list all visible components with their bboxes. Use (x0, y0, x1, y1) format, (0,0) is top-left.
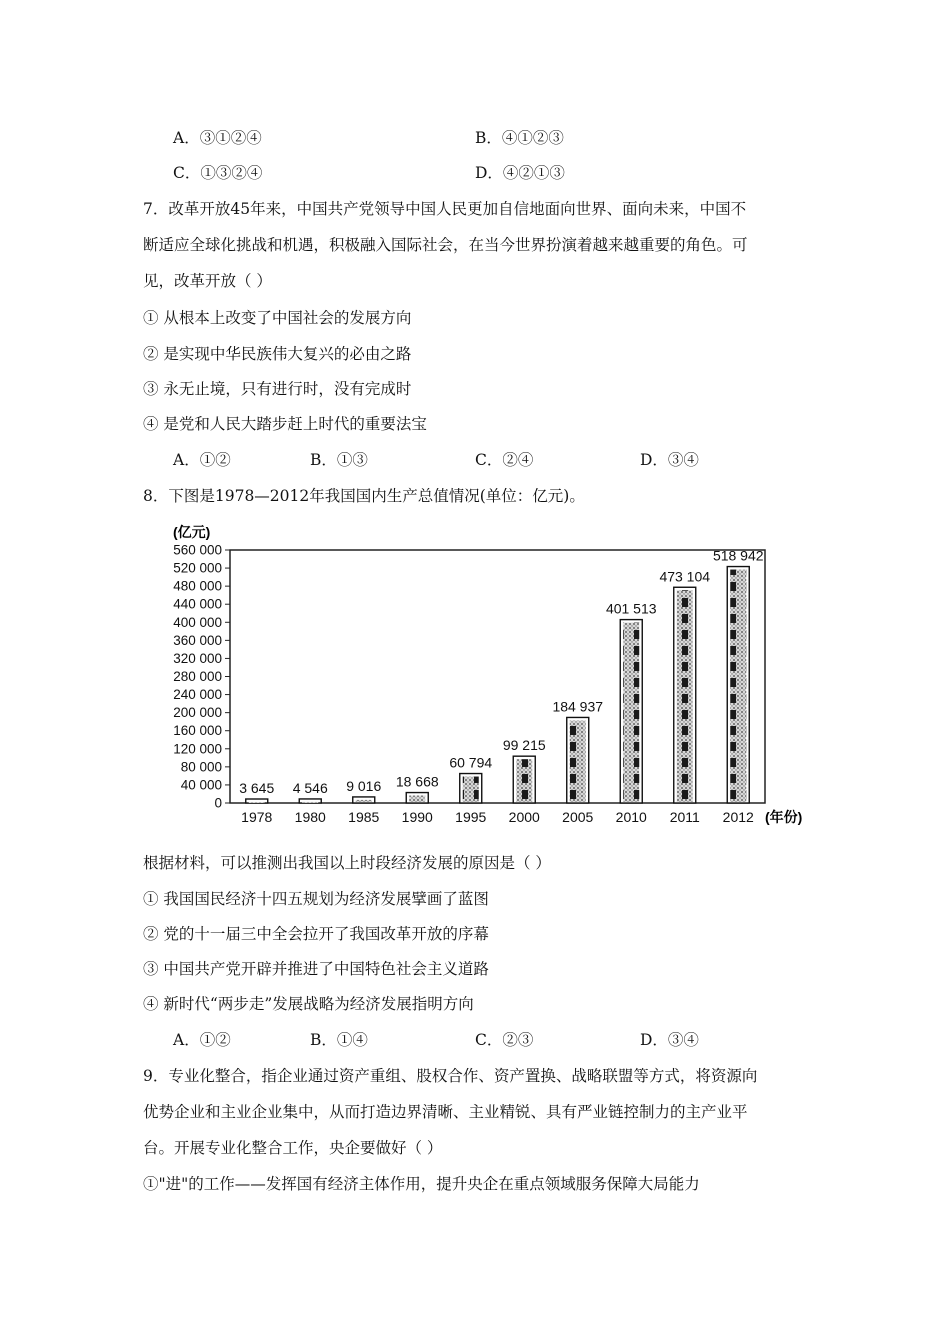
q8-stem: 8．下图是1978—2012年我国国内生产总值情况(单位：亿元)。 (143, 487, 585, 505)
q9-statement-1: ①"进"的工作——发挥国有经济主体作用，提升央企在重点领域服务保障大局能力 (143, 1175, 700, 1193)
chart-y-axis-label: (亿元) (173, 524, 211, 540)
q9-stem-line-3: 台。开展专业化整合工作，央企要做好（ ） (143, 1139, 443, 1157)
y-tick-label: 560 000 (173, 542, 222, 558)
bar-fill (570, 720, 586, 802)
q7-stem-line-1: 7．改革开放45年来，中国共产党领导中国人民更加自信地面向世界、面向未来，中国不 (143, 200, 747, 218)
q9-stem-line-2: 优势企业和主业企业集中，从而打造边界清晰、主业精锐、具有严业链控制力的主产业平 (143, 1103, 748, 1121)
bar-fill (516, 759, 532, 802)
y-tick-label: 400 000 (173, 614, 222, 630)
x-category-label: 2011 (669, 809, 700, 825)
bar-fill (623, 623, 639, 802)
y-tick-label: 240 000 (173, 687, 222, 703)
y-tick-label: 40 000 (180, 777, 222, 793)
bar-value-label: 401 513 (605, 600, 657, 617)
y-tick-label: 0 (214, 795, 222, 811)
bar-value-label: 4 546 (292, 779, 328, 796)
bar-1995 (460, 774, 482, 803)
q8-statement-1: ① 我国国民经济十四五规划为经济发展擘画了蓝图 (143, 890, 489, 908)
q8-option-d: D．③④ (640, 1031, 699, 1049)
y-tick-label: 280 000 (173, 669, 222, 684)
q8-option-c: C．②③ (475, 1031, 534, 1049)
bar-fill (677, 590, 693, 802)
bar-value-label: 60 794 (449, 754, 493, 771)
y-tick-label: 440 000 (173, 596, 222, 612)
y-tick-label: 160 000 (173, 723, 222, 739)
y-tick-label: 360 000 (173, 632, 222, 648)
x-category-label: 1978 (241, 809, 273, 825)
bar-value-label: 184 937 (552, 698, 604, 715)
bar-fill (302, 802, 318, 803)
bar-2000 (513, 756, 535, 803)
bar-1980 (299, 799, 321, 803)
y-tick-label: 80 000 (180, 759, 222, 775)
bar-value-label: 473 104 (659, 568, 711, 585)
q7-statement-4: ④ 是党和人民大踏步赶上时代的重要法宝 (143, 415, 427, 433)
bar-2005 (567, 717, 589, 803)
q7-option-d: D．③④ (640, 451, 699, 469)
chart-x-categories (241, 809, 754, 825)
q9-stem-line-1: 9．专业化整合，指企业通过资产重组、股权合作、资产置换、战略联盟等方式，将资源向 (143, 1067, 758, 1085)
x-category-label: 2005 (562, 809, 594, 825)
x-category-label: 1995 (455, 809, 487, 825)
bar-1985 (353, 797, 375, 803)
chart-bars (246, 567, 750, 803)
q7-statement-1: ① 从根本上改变了中国社会的发展方向 (143, 309, 412, 327)
x-category-label: 2010 (615, 809, 647, 825)
bar-fill (463, 777, 479, 802)
y-tick-label: 200 000 (173, 705, 222, 721)
q8-question: 根据材料，可以推测出我国以上时段经济发展的原因是（ ） (143, 854, 551, 872)
q7-statement-3: ③ 永无止境，只有进行时，没有完成时 (143, 380, 412, 398)
q7-option-a: A．①② (173, 451, 231, 469)
q6-option-d: D．④②①③ (475, 164, 565, 182)
bar-fill (730, 570, 746, 802)
bar-value-label: 18 668 (395, 773, 439, 790)
q6-option-c: C．①③②④ (173, 164, 263, 182)
chart-y-ticks (173, 543, 230, 811)
bar-2012 (727, 567, 749, 803)
y-tick-label: 480 000 (173, 578, 222, 594)
bar-fill (249, 802, 265, 803)
x-category-label: 2000 (508, 809, 540, 825)
bar-fill (356, 800, 372, 802)
q8-statement-3: ③ 中国共产党开辟并推进了中国特色社会主义道路 (143, 960, 489, 978)
bar-value-label: 99 215 (502, 737, 546, 754)
chart-x-axis-label: (年份) (765, 809, 803, 825)
q8-option-b: B．①④ (310, 1031, 368, 1049)
bar-fill (409, 796, 425, 802)
q6-option-a: A．③①②④ (173, 129, 262, 147)
bar-2011 (674, 587, 696, 803)
bar-1978 (246, 799, 268, 803)
q7-option-c: C．②④ (475, 451, 534, 469)
y-tick-label: 520 000 (173, 560, 222, 576)
q8-option-a: A．①② (173, 1031, 231, 1049)
q7-option-b: B．①③ (310, 451, 368, 469)
bar-value-label: 3 645 (239, 780, 275, 796)
x-category-label: 1990 (401, 809, 433, 825)
x-category-label: 1980 (294, 809, 326, 825)
bar-value-label: 518 942 (712, 547, 764, 564)
bar-value-label: 9 016 (346, 777, 382, 794)
y-tick-label: 120 000 (173, 741, 222, 757)
q7-statement-2: ② 是实现中华民族伟大复兴的必由之路 (143, 345, 412, 363)
q8-statement-2: ② 党的十一届三中全会拉开了我国改革开放的序幕 (143, 925, 489, 943)
q8-statement-4: ④ 新时代“两步走”发展战略为经济发展指明方向 (143, 995, 474, 1013)
bar-2010 (620, 620, 642, 803)
y-tick-label: 320 000 (173, 650, 222, 666)
x-category-label: 2012 (722, 809, 754, 825)
q6-option-b: B．④①②③ (475, 129, 564, 147)
q7-stem-line-2: 断适应全球化挑战和机遇，积极融入国际社会，在当今世界扮演着越来越重要的角色。可 (143, 236, 748, 254)
x-category-label: 1985 (348, 809, 380, 825)
gdp-bar-chart (165, 515, 825, 835)
q7-stem-line-3: 见，改革开放（ ） (143, 272, 272, 290)
bar-1990 (406, 793, 428, 803)
